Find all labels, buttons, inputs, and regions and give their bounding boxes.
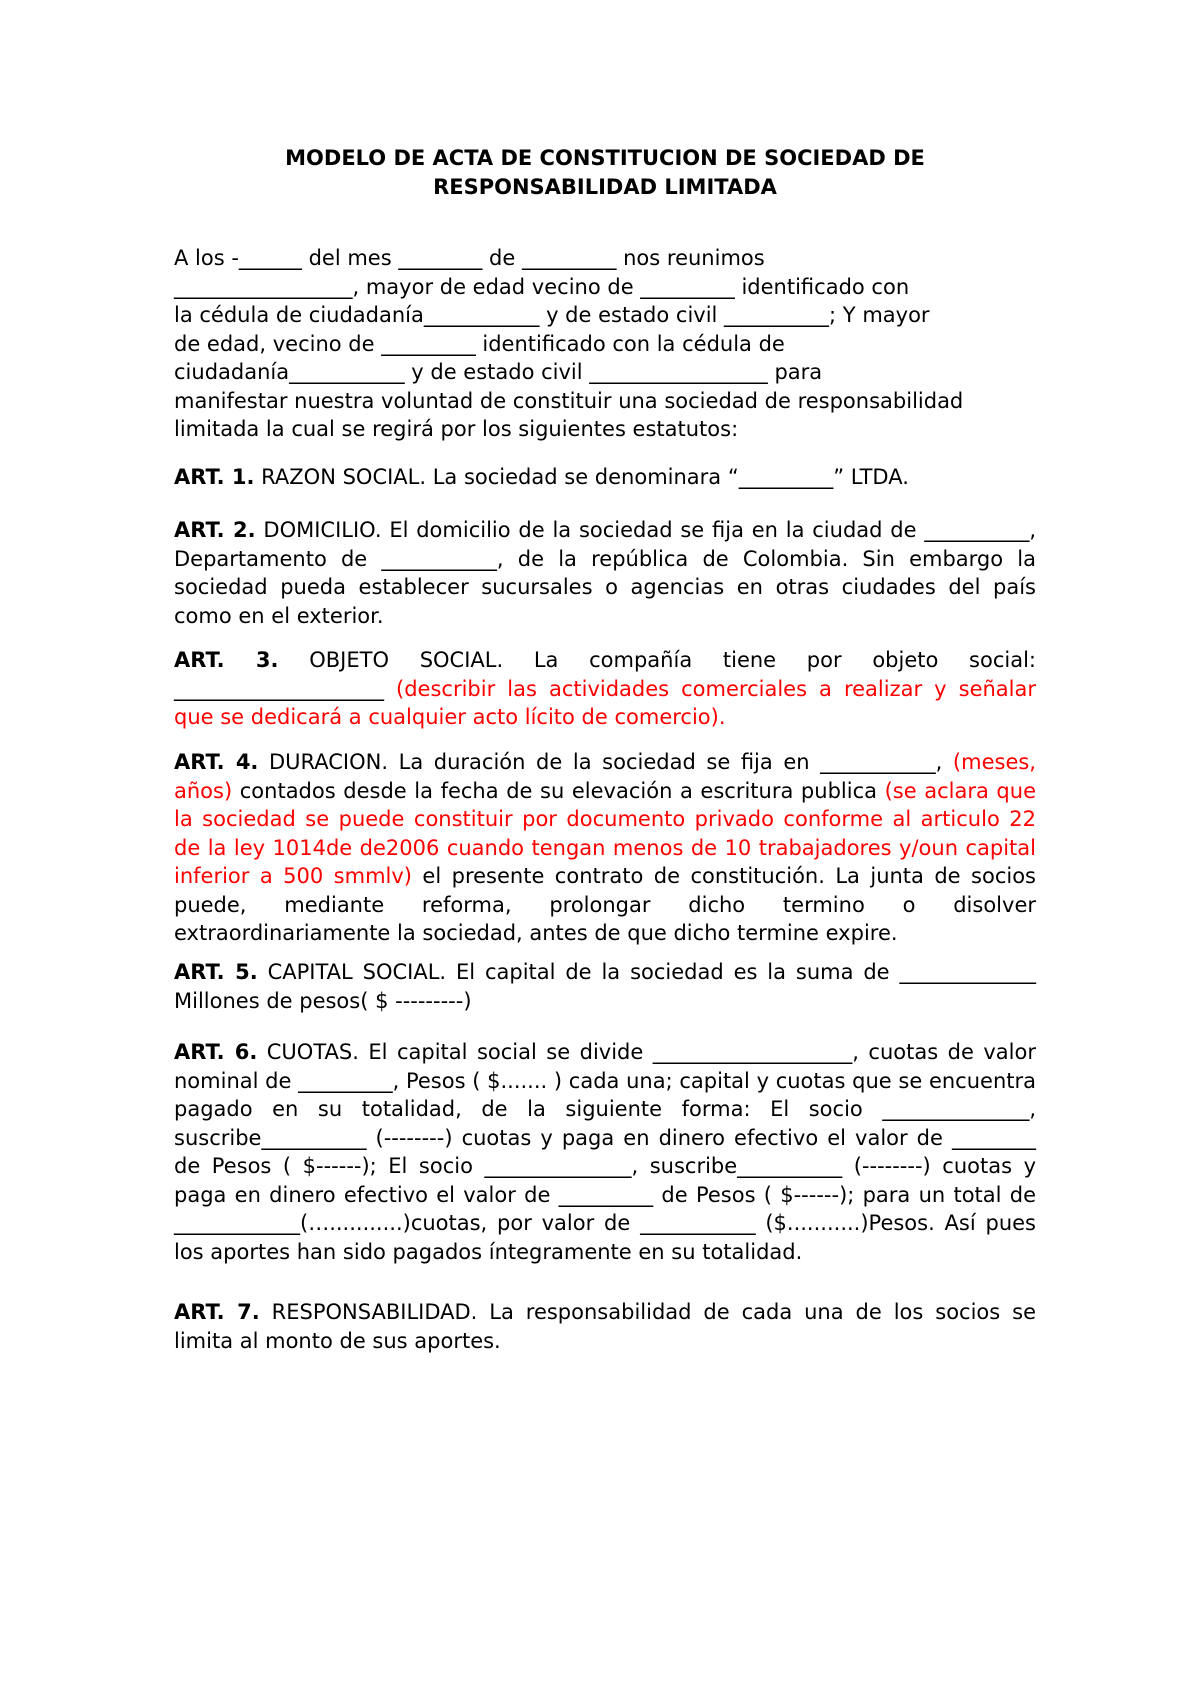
article-text: CAPITAL SOCIAL. El capital de la sociedad es la suma de _____________ Millones de pesos( $ ---------): [174, 960, 1036, 1013]
intro-line: la cédula de ciudadanía___________ y de estado civil __________; Y mayor: [174, 303, 930, 327]
article-1: [174, 463, 1036, 492]
article-label: ART. 7.: [174, 1300, 260, 1324]
article-3: [174, 646, 1036, 732]
intro-line: de edad, vecino de _________ identificado con la cédula de: [174, 331, 785, 356]
document-page: [174, 0, 1036, 1698]
article-5: [174, 958, 1036, 1015]
article-4: [174, 748, 1036, 948]
article-text: el presente contrato de constitución. La junta de socios puede, mediante reforma, prolongar dicho termino o disolver extraordinariamente la sociedad, antes de que dicho termine expire.: [174, 864, 1036, 945]
intro-line: ciudadanía___________ y de estado civil _________________ para: [174, 360, 823, 384]
article-label: ART. 6.: [174, 1040, 258, 1064]
article-text: DOMICILIO. El domicilio de la sociedad se fija en la ciudad de __________, Departamento de ___________, de la república de Colombia. Sin embargo la sociedad pueda establecer sucursales o agencias en otras ciudades del país como en el exterior.: [174, 518, 1036, 628]
document-title: [174, 144, 1036, 202]
intro-paragraph: [174, 244, 1036, 444]
article-label: ART. 4.: [174, 750, 259, 774]
article-text: contados desde la fecha de su elevación a escritura publica: [239, 778, 877, 803]
article-6: [174, 1038, 1036, 1266]
intro-line: manifestar nuestra voluntad de constituir una sociedad de responsabilidad: [174, 388, 964, 413]
article-7: [174, 1298, 1036, 1355]
intro-line: limitada la cual se regirá por los siguientes estatutos:: [174, 417, 739, 441]
article-note: (se aclara que la sociedad se puede constituir por documento privado conforme al articulo 22 de la ley 1014de de2006 cuando tengan menos de 10 trabajadores y/oun capital inferior a 500 smmlv): [174, 778, 1036, 888]
title-line-2: RESPONSABILIDAD LIMITADA: [433, 175, 777, 199]
intro-line: _________________, mayor de edad vecino de _________ identificado con: [174, 274, 910, 299]
article-label: ART. 2.: [174, 518, 256, 542]
title-line-1: MODELO DE ACTA DE CONSTITUCION DE SOCIEDAD DE: [285, 146, 925, 170]
article-text: CUOTAS. El capital social se divide ___________________, cuotas de valor nominal de _________, Pesos ( $....... ) cada una; capital y cuotas que se encuentra pagado en su totalidad, de la siguiente forma: El socio ______________, suscribe__________ (--------) cuotas y paga en dinero efectivo el valor de ________ de Pesos ( $------); El socio ______________, suscribe__________ (--------) cuotas y paga en dinero efectivo el valor de _________ de Pesos ( $------); para un total de ____________(…...........)cuotas, por valor de ___________ ($...........)Pesos. Así pues los aportes han sido pagados íntegramente en su totalidad.: [174, 1040, 1036, 1264]
article-2: [174, 516, 1036, 630]
article-note: (meses, años): [174, 750, 1036, 803]
article-text: OBJETO SOCIAL. La compañía tiene por objeto social: ____________________: [174, 648, 1036, 701]
article-label: ART. 3.: [174, 648, 279, 672]
article-note: (describir las actividades comerciales a realizar y señalar que se dedicará a cualquier acto lícito de comercio).: [174, 676, 1036, 729]
article-label: ART. 5.: [174, 960, 258, 984]
article-label: ART. 1.: [174, 465, 255, 489]
article-text: RESPONSABILIDAD. La responsabilidad de cada una de los socios se limita al monto de sus aportes.: [174, 1300, 1036, 1353]
intro-line: A los -______ del mes ________ de _________ nos reunimos: [174, 246, 765, 270]
article-text: DURACION. La duración de la sociedad se fija en ___________,: [258, 750, 943, 774]
article-text: RAZON SOCIAL. La sociedad se denominara “_________” LTDA.: [254, 465, 909, 489]
